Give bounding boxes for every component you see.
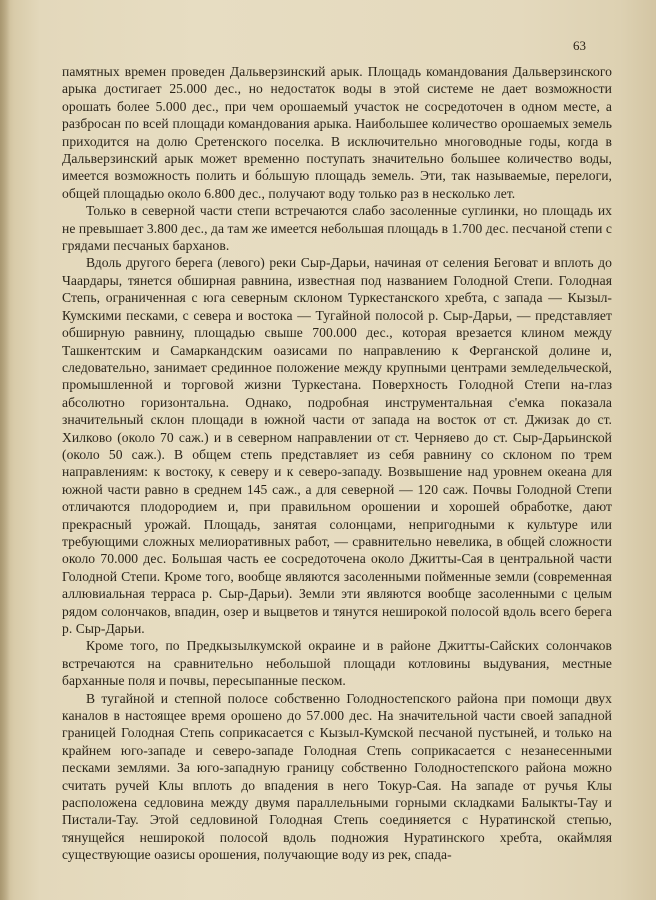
paragraph: В тугайной и степной полосе собственно Голодностепского района при помощи двух каналов в настоящее время орошено до 57.000 дес. На значительной части своей западной границей Голодная Степь соприкасается с Кызыл-Кумской песчаной пустыней, и только на крайнем юго-западе и северо-западе Голодная Степь соприкасается с незанесенными песками землями. За юго-западную границу собственно Голодностепского района можно считать ручей Клы вплоть до впадения в него Токур-Сая. На западе от ручья Клы расположена седловина между двумя параллельными горными складками Балыкты-Тау и Пистали-Тау. Этой седловиной Голодная Степь соединяется с Нуратинской степью, тянущейся неширокой полосой вдоль подножия Нуратинского хребта, окаймляя существующие оазисы орошения, получающие воду из рек, спада- [62, 690, 612, 863]
paragraph: Только в северной части степи встречаются слабо засоленные суглинки, но площадь их не превышает 3.800 дес., да там же имеется небольшая площадь в 1.700 дес. песчаной степи с грядами песчаных барханов. [62, 203, 612, 254]
paragraph: Вдоль другого берега (левого) реки Сыр-Дарьи, начиная от селения Беговат и вплоть до Чаардары, тянется обширная равнина, известная под названием Голодной Степи. Голодная Степь, ограниченная с юга северным склоном Туркестанского хребта, с запада — Кызыл-Кумскими песками, с севера и востока — Тугайной полосой р. Сыр-Дарьи, — представляет обширную равнину, площадью свыше 700.000 дес., которая врезается клином между Ташкентским и Самаркандским оазисами по направлению к Ферганской долине и, следовательно, занимает срединное положение между крупными центрами земледельческой, промышленной и торговой жизни Туркестана. Поверхность Голодной Степи на-глаз абсолютно горизонтальна. Однако, подробная инструментальная с'емка показала значительный склон площади в южной части от запада на восток от ст. Джизак до ст. Хилково (около 70 саж.) и в северном направлении от ст. Черняево до ст. Сыр-Дарьинской (около 50 саж.). В общем степь представляет из себя равнину со склоном по трем направлениям: к востоку, к северу и к северо-западу. Возвышение над уровнем океана для южной части равно в среднем 145 саж., а для северной — 120 саж. Почвы Голодной Степи отличаются плодородием и, при правильном орошении и хорошей обработке, дают прекрасный урожай. Площадь, занятая солонцами, непригодными к культуре или требующими сложных мелиоративных работ, — сравнительно невелика, в общей сложности около 70.000 дес. Большая часть ее сосредоточена около Джитты-Сая в центральной части Голодной Степи. Кроме того, вообще являются засоленными пойменные земли (современная аллювиальная терраса р. Сыр-Дарьи). Земли эти являются вообще засоленными с целым рядом солончаков, впадин, озер и выцветов и тянутся неширокой полосой вдоль всего берега р. Сыр-Дарьи. [62, 255, 612, 636]
paragraph: памятных времен проведен Дальверзинский арык. Площадь командования Дальверзинского арыка достигает 25.000 дес., но недостаток воды в этой системе не дает возможности орошать более 5.000 дес., при чем орошаемый участок не сосредоточен в одном месте, а разбросан по всей площади командования арыка. Наибольшее количество орошаемых земель приходится на долю Сретенского поселка. В исключительно многоводные годы, когда в Дальверзинский арык может временно поступать значительно большее количество воды, имеется возможность полить и бо́льшую площадь земель. Эти, так называемые, перелоги, общей площадью около 6.800 дес., получают воду только раз в несколько лет. [62, 64, 612, 201]
page-number: 63 [573, 38, 586, 53]
body-text [62, 63, 612, 864]
binding-shadow [0, 0, 10, 900]
paragraph: Кроме того, по Предкызылкумской окраине и в районе Джитты-Сайских солончаков встречаются на сравнительно небольшой площади котловины выдувания, местные барханные поля и почвы, пересыпанные песком. [62, 638, 612, 689]
